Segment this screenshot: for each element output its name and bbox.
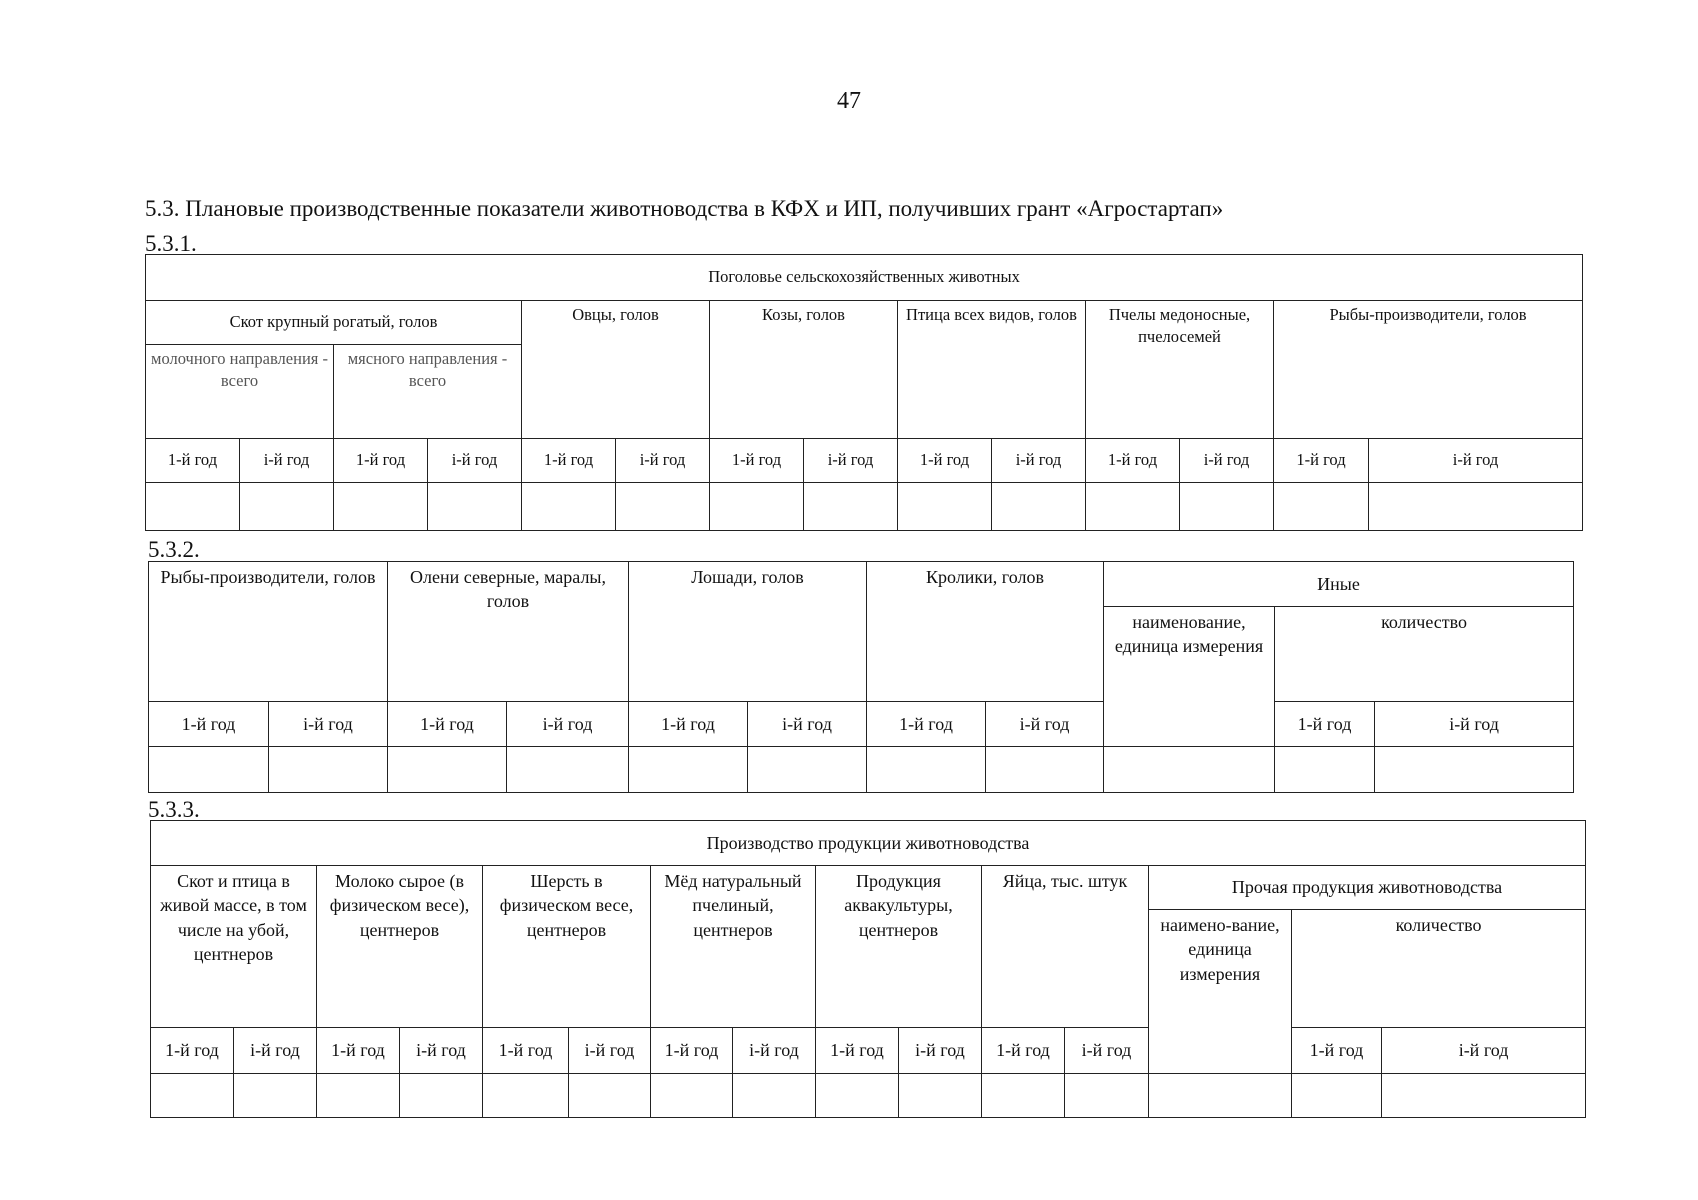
data-cell[interactable] [269,747,388,793]
data-cell[interactable] [428,483,522,531]
data-cell[interactable] [1065,1074,1149,1118]
header-goats: Козы, голов [710,301,898,439]
data-cell[interactable] [1180,483,1274,531]
data-cell[interactable] [651,1074,733,1118]
header-other-products: Прочая продукция животноводства [1149,866,1586,910]
header-other-quantity: количество [1275,607,1574,702]
year-i-cell: i-й год [986,702,1104,747]
header-sheep: Овцы, голов [522,301,710,439]
year-1-cell: 1-й год [522,439,616,483]
header-livestock-live-weight: Скот и птица в живой массе, в том числе на убой, центнеров [151,866,317,1028]
header-honey: Мёд натуральный пчелиный, центнеров [651,866,816,1028]
data-cell[interactable] [146,483,240,531]
year-i-cell: i-й год [1369,439,1583,483]
data-cell[interactable] [898,483,992,531]
data-cell[interactable] [569,1074,651,1118]
header-cattle-dairy: молочного направления - всего [146,345,334,439]
data-cell[interactable] [1149,1074,1292,1118]
header-cattle: Скот крупный рогатый, голов [146,301,522,345]
year-1-cell: 1-й год [629,702,748,747]
header-other: Иные [1104,562,1574,607]
data-cell[interactable] [982,1074,1065,1118]
header-other-name-unit: наимено-вание, единица измерения [1149,910,1292,1074]
data-cell[interactable] [986,747,1104,793]
section-title: 5.3. Плановые производственные показатели животноводства в КФХ и ИП, получивших грант «Агростартап» [145,196,1224,221]
year-1-cell: 1-й год [816,1028,899,1074]
year-1-cell: 1-й год [1086,439,1180,483]
data-cell[interactable] [388,747,507,793]
year-i-cell: i-й год [616,439,710,483]
data-cell[interactable] [992,483,1086,531]
data-cell[interactable] [733,1074,816,1118]
data-cell[interactable] [629,747,748,793]
data-cell[interactable] [317,1074,400,1118]
year-1-cell: 1-й год [1275,702,1375,747]
livestock-headcount-table [145,254,1583,531]
year-1-cell: 1-й год [334,439,428,483]
data-cell[interactable] [151,1074,234,1118]
data-cell[interactable] [1382,1074,1586,1118]
header-eggs: Яйца, тыс. штук [982,866,1149,1028]
header-other-quantity: количество [1292,910,1586,1028]
year-1-cell: 1-й год [867,702,986,747]
year-i-cell: i-й год [748,702,867,747]
year-1-cell: 1-й год [651,1028,733,1074]
data-cell[interactable] [240,483,334,531]
year-1-cell: 1-й год [317,1028,400,1074]
livestock-production-table [150,820,1586,1118]
year-1-cell: 1-й год [898,439,992,483]
year-i-cell: i-й год [1065,1028,1149,1074]
section-label-5-3-3: 5.3.3. [148,797,200,822]
data-cell[interactable] [1104,747,1275,793]
year-1-cell: 1-й год [1274,439,1369,483]
page-number: 47 [837,88,861,114]
year-i-cell: i-й год [269,702,388,747]
header-bees: Пчелы медоносные, пчелосемей [1086,301,1274,439]
year-1-cell: 1-й год [151,1028,234,1074]
year-1-cell: 1-й год [149,702,269,747]
data-cell[interactable] [816,1074,899,1118]
year-1-cell: 1-й год [146,439,240,483]
section-label-5-3-1: 5.3.1. [145,231,197,256]
other-livestock-table [148,561,1574,793]
data-cell[interactable] [1292,1074,1382,1118]
year-1-cell: 1-й год [1292,1028,1382,1074]
header-fish: Рыбы-производители, голов [1274,301,1583,439]
header-deer: Олени северные, маралы, голов [388,562,629,702]
data-cell[interactable] [1369,483,1583,531]
header-other-name-unit: наименование, единица измерения [1104,607,1275,747]
data-cell[interactable] [899,1074,982,1118]
data-cell[interactable] [507,747,629,793]
header-fish: Рыбы-производители, голов [149,562,388,702]
year-1-cell: 1-й год [483,1028,569,1074]
data-cell[interactable] [804,483,898,531]
header-poultry: Птица всех видов, голов [898,301,1086,439]
data-cell[interactable] [1275,747,1375,793]
header-cattle-meat: мясного направления - всего [334,345,522,439]
header-livestock-production: Производство продукции животноводства [151,821,1586,866]
year-i-cell: i-й год [1382,1028,1586,1074]
year-i-cell: i-й год [240,439,334,483]
year-i-cell: i-й год [1180,439,1274,483]
year-i-cell: i-й год [1375,702,1574,747]
year-i-cell: i-й год [804,439,898,483]
year-i-cell: i-й год [400,1028,483,1074]
year-i-cell: i-й год [428,439,522,483]
year-i-cell: i-й год [507,702,629,747]
header-livestock-headcount: Поголовье сельскохозяйственных животных [146,255,1583,301]
data-cell[interactable] [334,483,428,531]
data-cell[interactable] [234,1074,317,1118]
header-rabbits: Кролики, голов [867,562,1104,702]
year-i-cell: i-й год [234,1028,317,1074]
header-raw-milk: Молоко сырое (в физическом весе), центнеров [317,866,483,1028]
data-cell[interactable] [748,747,867,793]
header-wool: Шерсть в физическом весе, центнеров [483,866,651,1028]
year-i-cell: i-й год [899,1028,982,1074]
data-cell[interactable] [149,747,269,793]
year-i-cell: i-й год [569,1028,651,1074]
data-cell[interactable] [710,483,804,531]
data-cell[interactable] [1086,483,1180,531]
data-cell[interactable] [616,483,710,531]
year-1-cell: 1-й год [710,439,804,483]
data-cell[interactable] [483,1074,569,1118]
header-horses: Лошади, голов [629,562,867,702]
year-i-cell: i-й год [733,1028,816,1074]
data-cell[interactable] [522,483,616,531]
section-label-5-3-2: 5.3.2. [148,537,200,562]
data-cell[interactable] [867,747,986,793]
year-1-cell: 1-й год [982,1028,1065,1074]
data-cell[interactable] [1274,483,1369,531]
header-aquaculture: Продукция аквакультуры, центнеров [816,866,982,1028]
year-i-cell: i-й год [992,439,1086,483]
data-cell[interactable] [400,1074,483,1118]
data-cell[interactable] [1375,747,1574,793]
year-1-cell: 1-й год [388,702,507,747]
